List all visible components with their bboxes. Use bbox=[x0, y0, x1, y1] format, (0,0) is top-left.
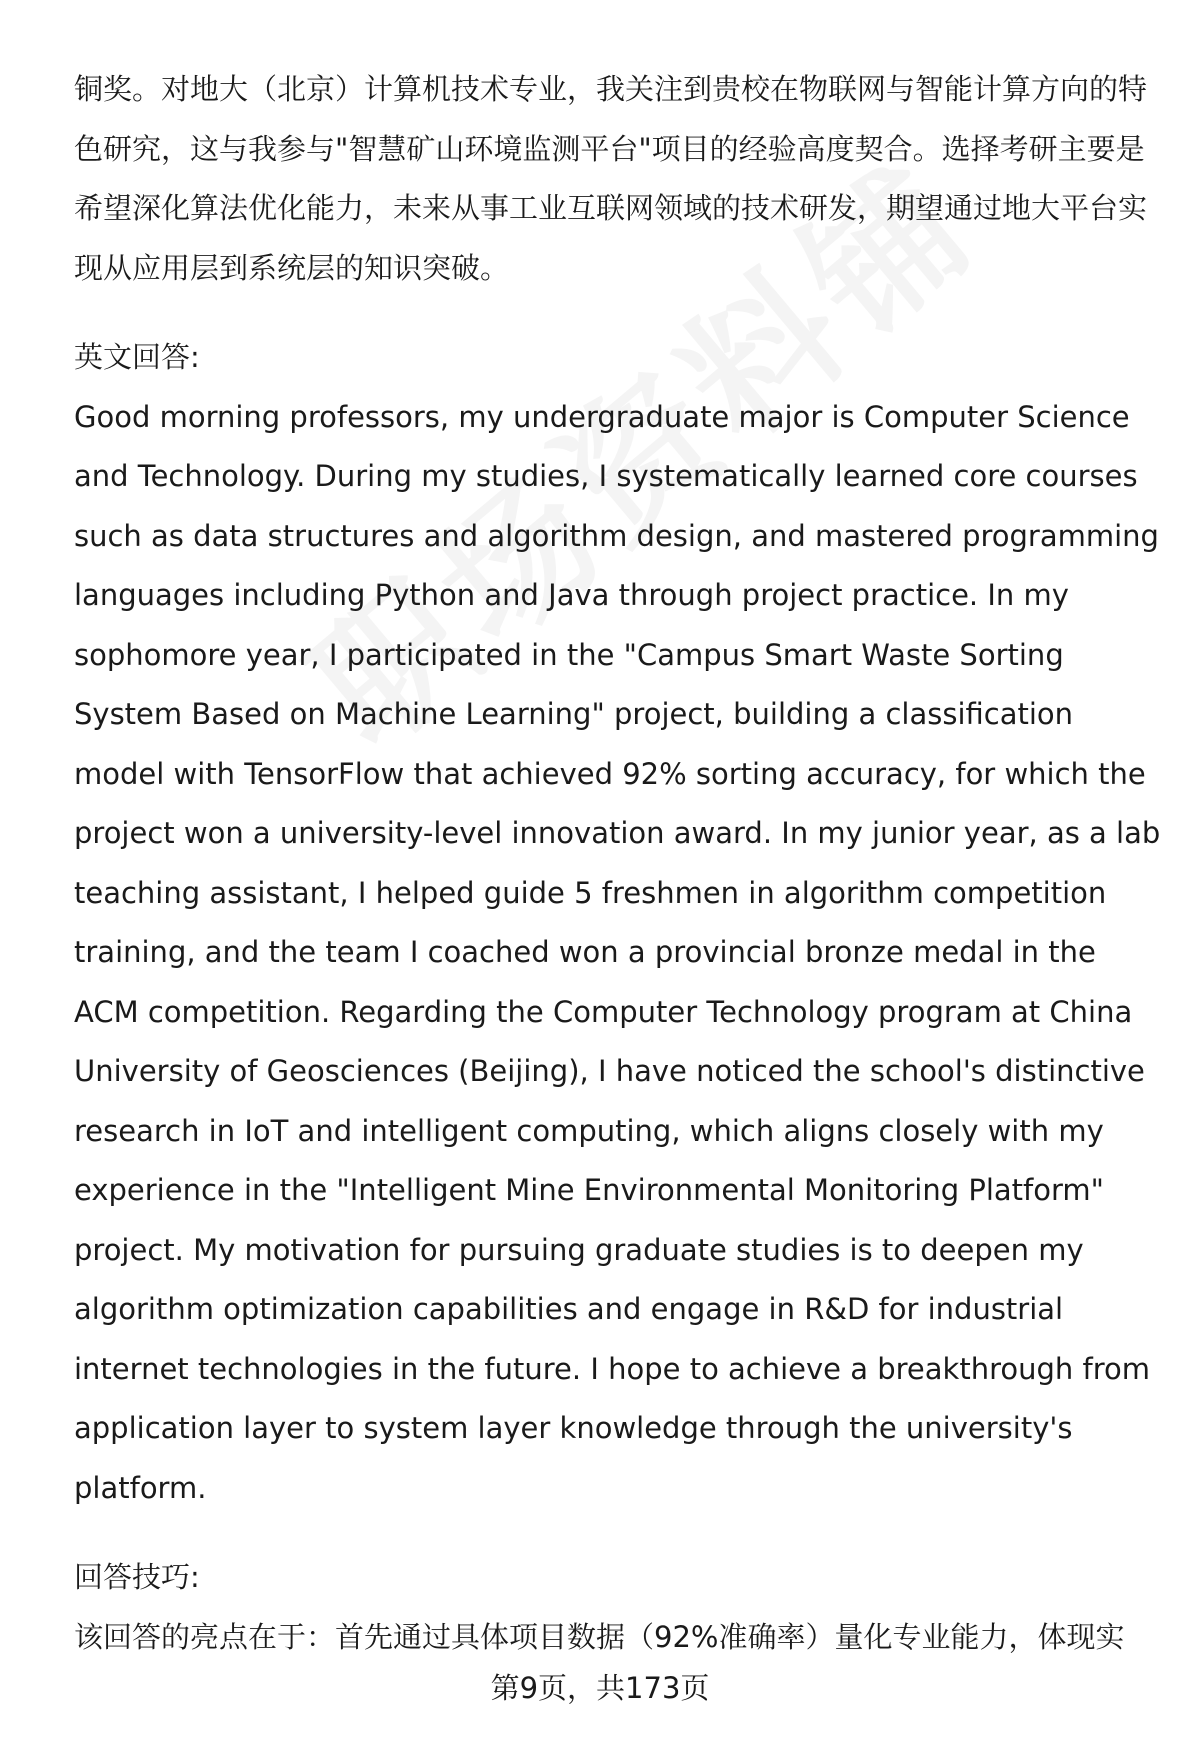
intro-paragraph: 铜奖。对地大（北京）计算机技术专业，我关注到贵校在物联网与智能计算方向的特色研究，这与我参与"智慧矿山环境监测平台"项目的经验高度契合。选择考研主要是希望深化算法优化能力，未来从事工业互联网领域的技术研发，期望通过地大平台实现从应用层到系统层的知识突破。 bbox=[74, 72, 1148, 285]
english-answer-label: 英文回答: bbox=[74, 340, 200, 374]
document-body bbox=[74, 60, 1164, 1667]
page-number-footer: 第9页，共173页 bbox=[490, 1671, 710, 1705]
english-answer-paragraph: Good morning professors, my undergraduate major is Computer Science and Technology. During my studies, I systematically learned core courses such as data structures and algorithm design, and mastered programming languages including Python and Java through project practice. In my sophomore year, I participated in the "Campus Smart Waste Sorting System Based on Machine Learning" project, building a classification model with TensorFlow that achieved 92% sorting accuracy, for which the project won a university-level innovation award. In my junior year, as a lab teaching assistant, I helped guide 5 freshmen in algorithm competition training, and the team I coached won a provincial bronze medal in the ACM competition. Regarding the Computer Technology program at China University of Geosciences (Beijing), I have noticed the school's distinctive research in IoT and intelligent computing, which aligns closely with my experience in the "Intelligent Mine Environmental Monitoring Platform" project. My motivation for pursuing graduate studies is to deepen my algorithm optimization capabilities and engage in R&D for industrial internet technologies in the future. I hope to achieve a breakthrough from application layer to system layer knowledge through the university's platform. bbox=[74, 399, 1161, 1505]
tips-label: 回答技巧: bbox=[74, 1560, 200, 1594]
tips-paragraph: 该回答的亮点在于：首先通过具体项目数据（92%准确率）量化专业能力，体现实 bbox=[74, 1619, 1125, 1654]
